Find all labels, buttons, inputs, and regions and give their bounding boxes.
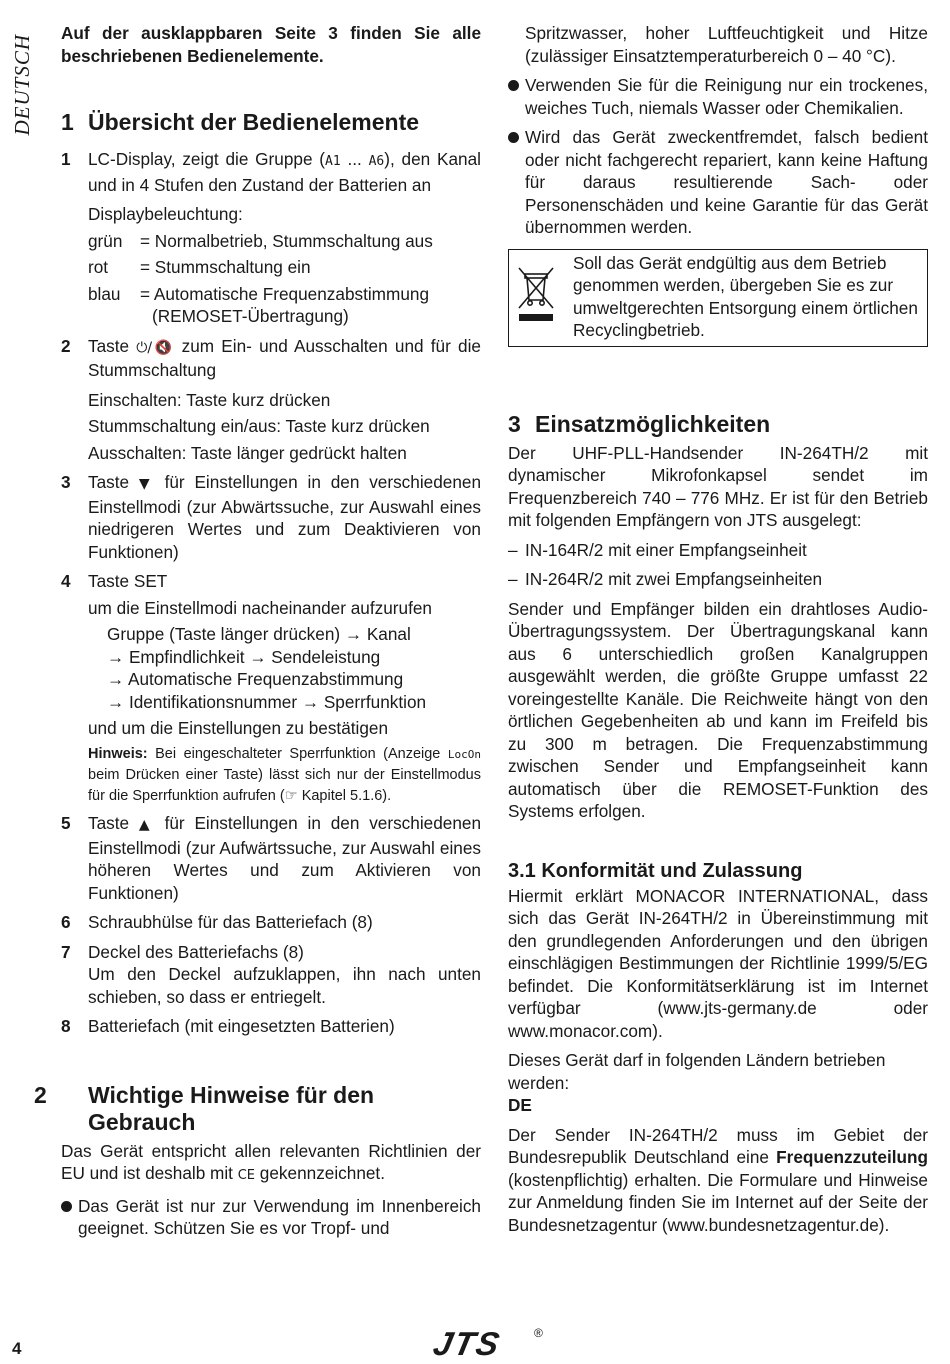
item-text: Um den Deckel aufzuklappen, ihn nach unten schieben, so dass er entriegelt. [88,964,481,1007]
control-item-3 [61,471,481,563]
section-3-1-para-1: Hiermit erklärt MONACOR INTERNATIONAL, dass sich das Gerät IN-264TH/2 in Übereinstimmung mit den grundlegenden Anforderungen und den übrigen einschlägigen Bestimmungen der Richtlinie 1999/5/EG befindet. Die Konformitätserklärung ist im Internet verfügbar (www.jts-germany.de oder www.monacor.com). [508,885,928,1041]
logo-text: JTS [430,1325,505,1362]
note-label: Hinweis: [88,745,148,762]
receiver-item-1 [508,539,928,562]
item-number: 8 [61,1016,71,1036]
item-text: Taste [88,813,139,833]
item-text: Taste [88,472,139,492]
color-desc: = Normalbetrieb, Stummschaltung aus [140,230,433,251]
item-number: 6 [61,912,71,932]
para-text: Der Sender IN-264TH/2 muss im Gebiet der Bundesrepublik Deutschland eine [508,1124,928,1167]
registered-mark: ® [534,1326,543,1340]
ce-mark-icon: CE [237,1168,256,1183]
country-code: DE [508,1095,532,1115]
right-column [508,22,928,1236]
item-number: 1 [61,149,71,169]
intro-text: gekennzeichnet. [255,1163,385,1183]
disposal-notice-box [508,249,928,347]
section-number: 3 [508,410,521,437]
item-number: 2 [61,335,71,356]
control-item-4 [61,570,481,593]
item-text: ... [340,149,369,169]
section-title: Übersicht der Bedienelemente [88,109,420,135]
set-sequence-3: → Automatische Frequenzabstimmung [107,669,404,689]
section-3-1-heading: 3.1 Konformität und Zulassung [508,859,803,882]
section-title: Einsatzmöglichkeiten [535,410,771,437]
item-number: 4 [61,571,71,591]
set-sequence-1: Gruppe (Taste länger drücken) → Kanal [107,624,411,644]
item-text: Taste SET [88,571,168,591]
item-number: 7 [61,941,71,962]
item-text: LC-Display, zeigt die Gruppe ( [88,149,326,169]
language-side-label [8,34,38,154]
item-text: Taste [88,335,137,356]
lock-display-glyph: LocOn [447,747,481,761]
page-number: 4 [12,1339,22,1358]
disposal-text: Soll das Gerät endgültig aus dem Betrieb genommen werden, übergeben Sie es zur umweltgerechten Entsorgung einem örtlichen Recyclingbetrieb. [573,252,918,340]
bullet-indoor-use-continued: Spritzwasser, hoher Luftfeuchtigkeit und Hitze (zulässiger Einsatztemperaturbereich 0 – 40 °C). [525,23,928,66]
jts-logo [430,1325,554,1362]
section-number: 1 [61,109,74,135]
power-on-line: Einschalten: Taste kurz drücken [88,389,331,410]
para-text: (kostenpflichtig) erhalten. Die Formulare und Hinweise zur Anmeldung finden Sie im Internet auf der Seite der Bundesnetzagentur (www.bundesnetzagentur.de). [508,1169,928,1235]
bullet-dot-icon [61,1201,72,1212]
mute-line: Stummschaltung ein/aus: Taste kurz drücken [88,416,430,436]
receiver-item-2 [508,568,928,591]
lock-note [61,744,481,807]
item-text: Batteriefach (mit eingesetzten Batterien) [88,1016,395,1036]
color-desc: = Automatische Frequenzabstimmung (REMOSET-Übertragung) [140,283,429,326]
control-item-5 [61,812,481,904]
section-3-1-para-3 [508,1124,928,1237]
bullet-text: Wird das Gerät zweckentfremdet, falsch bedient oder nicht fachgerecht repariert, kann keine Haftung für daraus resultierende Sach- oder Personenschäden und keine Garantie für das Gerät übernommen werden. [525,127,928,237]
frequency-allocation-term: Frequenzzuteilung [776,1147,928,1167]
color-name: rot [88,257,109,277]
crossed-bin-icon [515,252,573,342]
left-column [34,22,482,1247]
section-3-para-1: Der UHF-PLL-Handsender IN-264TH/2 mit dynamischer Mikrofonkapsel sendet im Frequenzbereich 740 – 776 MHz. Er ist für den Betrieb mit folgenden Empfängern von JTS ausgelegt: [508,442,928,530]
dash-icon: – [508,569,518,589]
control-item-2 [61,335,481,382]
dash-icon: – [508,539,518,560]
bullet-text: Das Gerät ist nur zur Verwendung im Innenbereich geeignet. Schützen Sie es vor Tropf- und [78,1195,481,1238]
section-number: 2 [34,1081,47,1108]
color-name: blau [88,283,121,304]
receiver-text: IN-264R/2 mit zwei Empfangseinheiten [525,569,823,589]
item-text: ), den Kanal und in 4 Stufen den Zustand der Batterien an [88,149,481,195]
item-number: 3 [61,472,71,492]
bullet-cleaning [508,74,928,119]
display-glyph-a6: A6 [368,154,385,169]
set-sequence-2: → Empfindlichkeit → Sendeleistung [107,646,381,667]
power-mute-icon: ⏻/🔇 [136,339,175,356]
receiver-text: IN-164R/2 mit einer Empfangseinheit [525,539,807,560]
control-item-8 [61,1015,481,1038]
item-text: Deckel des Batteriefachs (8) [88,941,304,962]
set-line-2: und um die Einstellungen zu bestätigen [88,718,389,738]
item-text: zum Ein- und Ausschalten und für die Stummschaltung [88,335,481,380]
color-row-blue [61,283,481,328]
color-name: grün [88,230,123,251]
arrow-up-icon: ▲ [138,817,155,833]
item-text: für Einstellungen in den verschiedenen Einstellmodi (zur Abwärtssuche, zur Auswahl eines niedrigeren Wertes und zum Deaktivieren von Funktionen) [88,472,482,562]
control-item-7 [61,941,481,1009]
note-text: Bei eingeschalteter Sperrfunktion (Anzeige [147,745,448,762]
item-text: für Einstellungen in den verschiedenen Einstellmodi (zur Aufwärtssuche, zur Auswahl eines höheren Wertes und zum Aktivieren von Funktionen) [88,813,482,903]
language-label-text: DEUTSCH [10,34,34,136]
section-title: Wichtige Hinweise für den Gebrauch [88,1081,375,1135]
section-3-heading [508,411,928,438]
set-line-1: um die Einstellmodi nacheinander aufzurufen [88,597,432,618]
control-item-6 [61,911,481,934]
item-text: Schraubhülse für das Batteriefach (8) [88,912,373,932]
color-row-green [61,230,481,253]
bullet-indoor-use [61,1195,481,1240]
item-number: 5 [61,813,71,833]
bullet-dot-icon [508,132,519,143]
bullet-dot-icon [508,80,519,91]
section-3-para-2: Sender und Empfänger bilden ein drahtloses Audio-Übertragungssystem. Der Übertragungskanal kann aus 6 unterschiedlich großen Kanalgruppen ausgewählt werden, die größte Gruppe umfasst 22 voreingestellte Kanäle. Die Reichweite hängt von den örtlichen Gegebenheiten ab und kann im Freifeld bis zu 300 m betragen. Die Frequenzabstimmung zwischen Sender und Empfangseinheit kann automatisch über die REMOSET-Funktion des Systems erfolgen. [508,598,928,821]
control-item-1 [61,148,481,196]
color-desc: = Stummschaltung ein [140,257,311,277]
backlight-label: Displaybeleuchtung: [88,204,243,224]
power-off-line: Ausschalten: Taste länger gedrückt halten [88,442,407,463]
note-text: beim Drücken einer Taste) lässt sich nur der Einstellmodus für die Sperrfunktion aufrufen (☞ Kapitel 5.1.6). [88,767,481,804]
bullet-liability [508,126,928,239]
color-row-red [61,256,481,279]
intro-text: Auf der ausklappbaren Seite 3 finden Sie alle beschriebenen Bedienelemente. [61,23,481,66]
section-1-heading [61,109,481,136]
bullet-text: Verwenden Sie für die Reinigung nur ein trockenes, weiches Tuch, niemals Wasser oder Chemikalien. [525,75,928,118]
set-sequence-4: → Identifikationsnummer → Sperrfunktion [107,691,427,712]
arrow-down-icon: ▼ [138,476,155,492]
section-2-intro [61,1140,481,1188]
intro-text: Das Gerät entspricht allen relevanten Richtlinien der EU und ist deshalb mit [61,1140,481,1183]
display-glyph-a1: A1 [325,154,341,169]
section-3-1-para-2: Dieses Gerät darf in folgenden Ländern betrieben werden: [508,1050,886,1093]
section-2-heading [34,1081,481,1136]
